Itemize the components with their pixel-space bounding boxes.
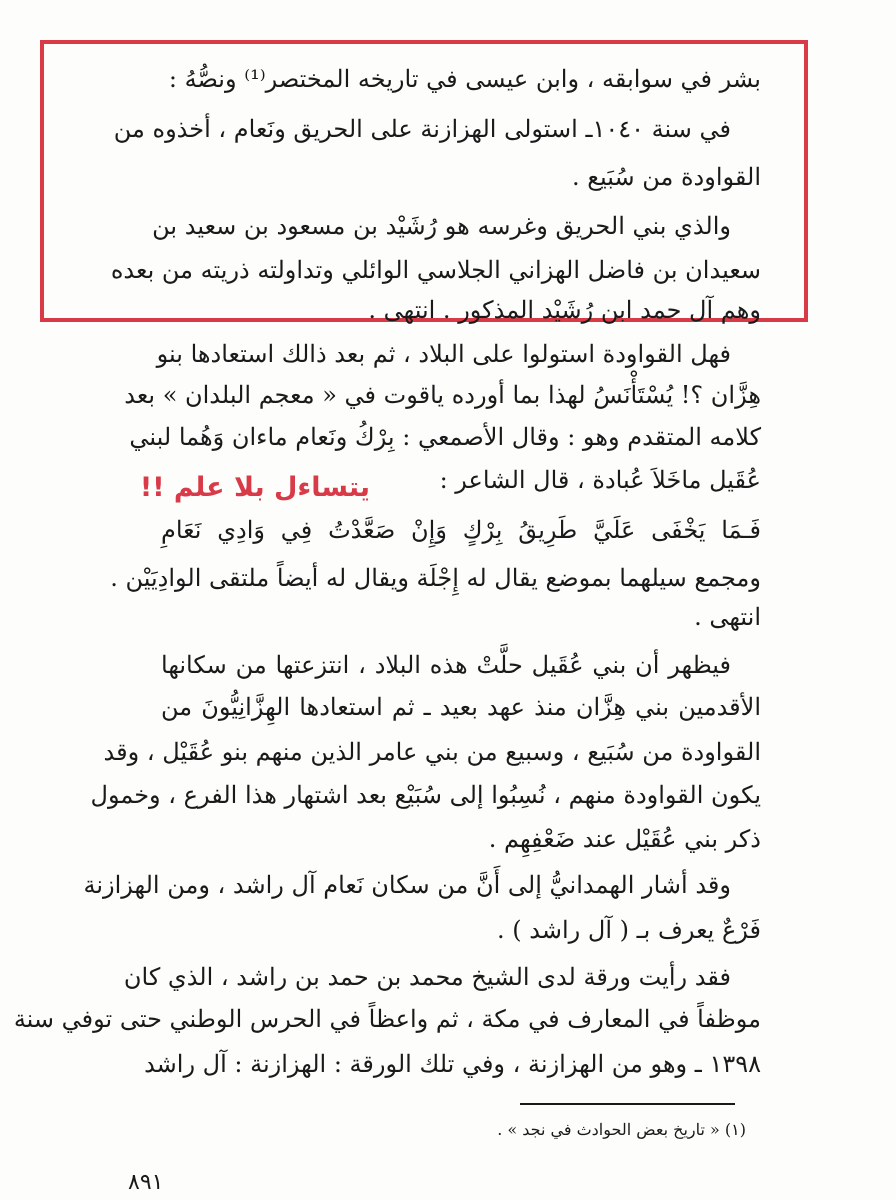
text-line-2: في سنة ١٠٤٠ـ استولى الهزازنة على الحريق ونَعام ، أخذوه من bbox=[113, 115, 731, 143]
text-line-5: سعيدان بن فاضل الهزاني الجلاسي الوائلي وتداولته ذريته من بعده bbox=[110, 256, 761, 284]
text-line-21: فقد رأيت ورقة لدى الشيخ محمد بن حمد بن راشد ، الذي كان bbox=[123, 963, 731, 991]
text-line-16: القواودة من سُبَيع ، وسبيع من بني عامر الذين منهم بنو عُقَيْل ، وقد bbox=[103, 738, 761, 766]
footnote-separator bbox=[520, 1103, 735, 1105]
page-number: ٨٩١ bbox=[128, 1170, 164, 1195]
footnote: (١) « تاريخ بعض الحوادث في نجد » . bbox=[497, 1120, 746, 1139]
text-line-22: موظفاً في المعارف في مكة ، ثم واعظاً في الحرس الوطني حتى توفي سنة bbox=[13, 1005, 761, 1033]
text-line-7: فهل القواودة استولوا على البلاد ، ثم بعد ذالك استعادها بنو bbox=[156, 340, 731, 368]
text-line-20: فَرْعٌ يعرف بـ ( آل راشد ) . bbox=[497, 916, 761, 944]
text-line-12: ومجمع سيلهما بموضع يقال له إِجْلَة ويقال له أيضاً ملتقى الوادِيَيْن . bbox=[110, 564, 761, 592]
text-line-10: عُقَيل ماخَلاَ عُبادة ، قال الشاعر : bbox=[439, 466, 761, 494]
text-line-19: وقد أشار الهمدانيُّ إلى أَنَّ من سكان نَعام آل راشد ، ومن الهزازنة bbox=[83, 871, 731, 899]
text-line-6: وهم آل حمد ابن رُشَيْد المذكور . انتهى . bbox=[368, 296, 761, 324]
text-line-3: القواودة من سُبَيع . bbox=[571, 163, 761, 191]
text-line-15: الأقدمين بني هِزَّان منذ عهد بعيد ـ ثم استعادها الهِزَّانِيُّونَ من bbox=[161, 693, 761, 721]
text-line-8: هِزَّان ؟! يُسْتَأْنَسُ لهذا بما أورده ياقوت في « معجم البلدان » بعد bbox=[124, 381, 761, 409]
red-annotation: يتساءل بلا علم !! bbox=[139, 472, 370, 503]
text-line-1: بشر في سوابقه ، وابن عيسى في تاريخه المختصر⁽¹⁾ ونصُّهُ : bbox=[168, 65, 761, 93]
text-line-18: ذكر بني عُقَيْل عند ضَعْفِهِم . bbox=[488, 825, 761, 853]
text-line-17: يكون القواودة منهم ، نُسِبُوا إلى سُبَيْع بعد اشتهار هذا الفرع ، وخمول bbox=[90, 781, 761, 809]
text-line-23: ١٣٩٨ ـ وهو من الهزازنة ، وفي تلك الورقة : الهزازنة : آل راشد bbox=[144, 1050, 761, 1078]
text-line-4: والذي بني الحريق وغرسه هو رُشَيْد بن مسعود بن سعيد بن bbox=[152, 212, 731, 240]
poem-verse: فَـمَا يَخْفَى عَلَيَّ طَرِيقُ بِرْكٍ وَإِنْ صَعَّدْتُ فِي وَادِي نَعَامِ bbox=[161, 516, 761, 544]
text-line-9: كلامه المتقدم وهو : وقال الأصمعي : بِرْكُ ونَعام ماءان وَهُما لبني bbox=[129, 423, 761, 451]
text-line-13: انتهى . bbox=[694, 603, 761, 631]
text-line-14: فيظهر أن بني عُقَيل حلَّتْ هذه البلاد ، انتزعتها من سكانها bbox=[161, 651, 731, 679]
